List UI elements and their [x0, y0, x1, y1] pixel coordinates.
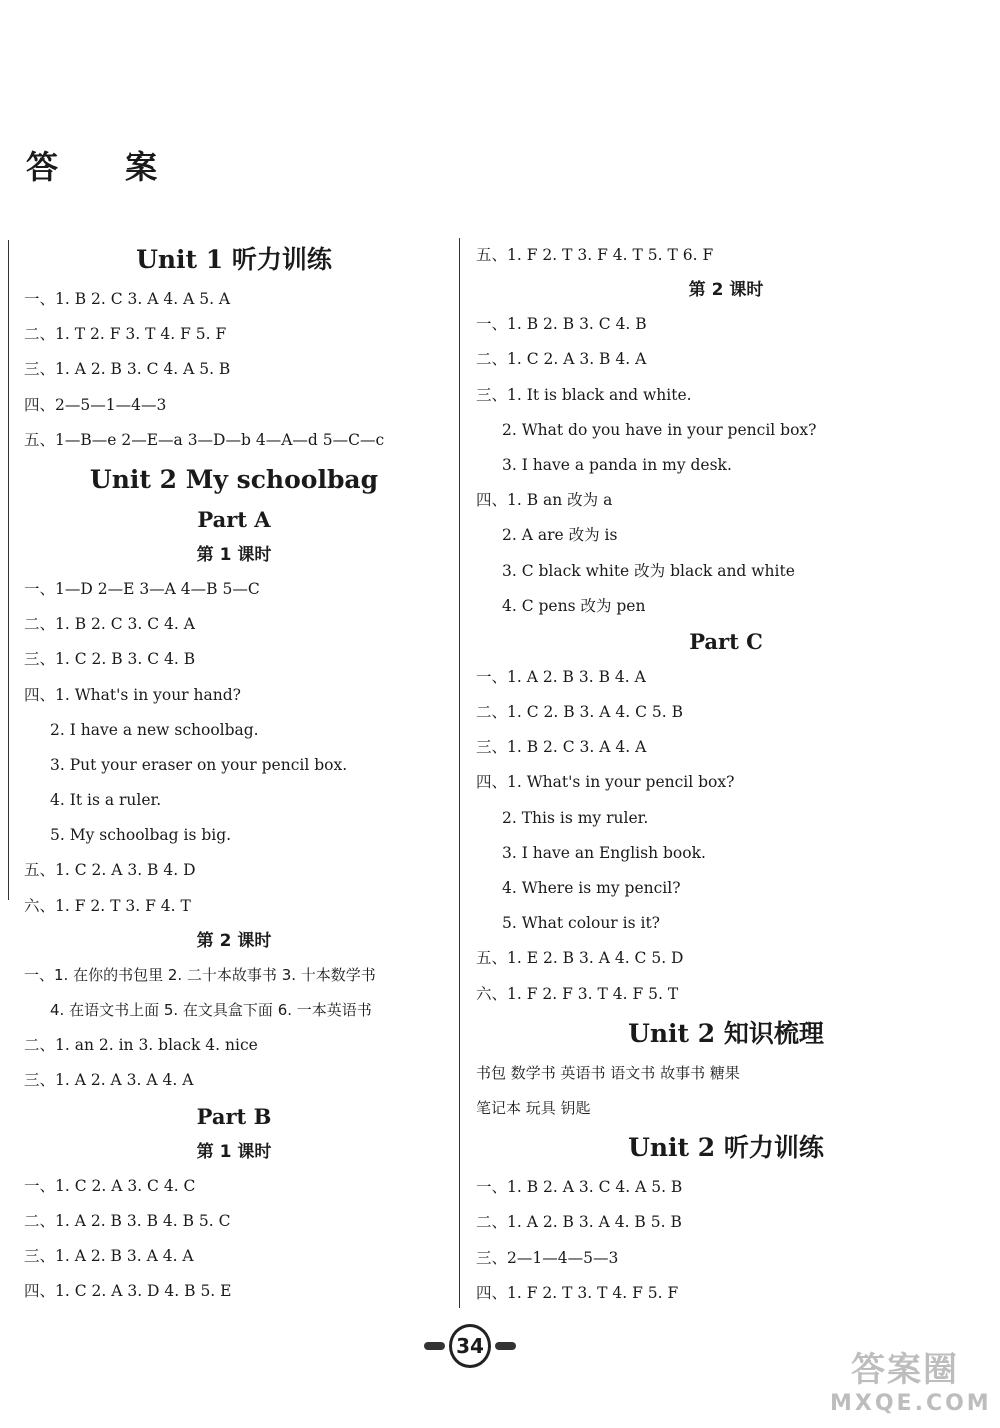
answer-line: 四、1. What's in your pencil box? [476, 773, 735, 792]
answer-line: 3. I have a panda in my desk. [502, 455, 732, 474]
answer-line: 5. My schoolbag is big. [50, 826, 232, 845]
left-margin-rule [8, 240, 9, 900]
page-number: 34 [449, 1324, 491, 1368]
lesson-heading: 第 2 课时 [688, 280, 764, 301]
answer-line: 二、1. C 2. A 3. B 4. A [476, 350, 647, 369]
answer-line: 三、1. A 2. B 3. C 4. A 5. B [24, 360, 231, 379]
answer-line: 二、1. B 2. C 3. C 4. A [24, 615, 195, 634]
left-column [24, 238, 444, 1309]
answer-line: 2. I have a new schoolbag. [50, 720, 259, 739]
part-heading: Part C [689, 628, 763, 654]
answer-line: 2. A are 改为 is [502, 526, 618, 545]
answer-line: 一、1. C 2. A 3. C 4. C [24, 1176, 196, 1195]
unit-heading: Unit 2 听力训练 [628, 1133, 824, 1163]
right-ornament [495, 1342, 516, 1350]
answer-line: 2. What do you have in your pencil box? [502, 420, 817, 439]
answer-line: 四、1. What's in your hand? [24, 685, 241, 704]
page-title: 答 案 [26, 148, 186, 186]
answer-line: 五、1—B—e 2—E—a 3—D—b 4—A—d 5—C—c [24, 430, 385, 449]
column-divider [459, 238, 460, 1308]
answer-line: 4. It is a ruler. [50, 791, 162, 810]
page-number-badge [420, 1322, 520, 1370]
answer-line: 二、1. A 2. B 3. A 4. B 5. B [476, 1213, 682, 1232]
unit-heading: Unit 2 My schoolbag [89, 464, 379, 494]
answer-line: 四、1. F 2. T 3. T 4. F 5. F [476, 1283, 679, 1302]
unit-heading: Unit 1 听力训练 [136, 245, 332, 274]
answer-line: 一、1. B 2. B 3. C 4. B [476, 315, 647, 334]
watermark [830, 1342, 992, 1416]
answer-line: 2. This is my ruler. [502, 808, 649, 827]
answer-line: 3. I have an English book. [502, 843, 706, 862]
answer-line: 二、1. C 2. B 3. A 4. C 5. B [476, 703, 683, 722]
answer-line: 五、1. C 2. A 3. B 4. D [24, 861, 196, 880]
answer-line: 三、1. It is black and white. [476, 385, 692, 404]
answer-line: 五、1. E 2. B 3. A 4. C 5. D [476, 949, 684, 968]
answer-line: 二、1. an 2. in 3. black 4. nice [24, 1036, 258, 1055]
answer-line: 书包 数学书 英语书 语文书 故事书 糖果 [476, 1063, 740, 1082]
answer-line: 三、1. C 2. B 3. C 4. B [24, 650, 196, 669]
lesson-heading: 第 1 课时 [196, 544, 272, 565]
left-ornament [424, 1342, 445, 1350]
right-column [476, 238, 976, 1311]
lesson-heading: 第 1 课时 [196, 1141, 272, 1162]
answer-line: 四、1. B an 改为 a [476, 491, 613, 510]
answer-line: 二、1. T 2. F 3. T 4. F 5. F [24, 325, 227, 344]
answer-line: 3. Put your eraser on your pencil box. [50, 755, 348, 774]
answer-line: 三、1. B 2. C 3. A 4. A [476, 738, 647, 757]
lesson-heading: 第 2 课时 [196, 930, 272, 951]
answer-line: 一、1. A 2. B 3. B 4. A [476, 667, 646, 686]
answer-line: 4. C pens 改为 pen [502, 596, 646, 615]
answer-line: 5. What colour is it? [502, 914, 660, 933]
answer-line: 二、1. A 2. B 3. B 4. B 5. C [24, 1211, 231, 1230]
answer-line: 六、1. F 2. F 3. T 4. F 5. T [476, 984, 679, 1003]
answer-line: 一、1—D 2—E 3—A 4—B 5—C [24, 579, 260, 598]
answer-line: 四、1. C 2. A 3. D 4. B 5. E [24, 1282, 232, 1301]
part-heading: Part A [197, 506, 271, 532]
answer-line: 六、1. F 2. T 3. F 4. T [24, 896, 191, 915]
answer-line: 一、1. B 2. A 3. C 4. A 5. B [476, 1178, 683, 1197]
watermark-logo-en: MXQE.COM [830, 1391, 992, 1416]
answer-line: 4. 在语文书上面 5. 在文具盒下面 6. 一本英语书 [50, 1001, 372, 1019]
part-heading: Part B [196, 1103, 272, 1129]
answer-line: 五、1. F 2. T 3. F 4. T 5. T 6. F [476, 246, 714, 264]
answer-line: 三、1. A 2. B 3. A 4. A [24, 1246, 194, 1265]
answer-line: 一、1. B 2. C 3. A 4. A 5. A [24, 290, 231, 308]
answer-line: 三、2—1—4—5—3 [476, 1248, 619, 1267]
answer-line: 四、2—5—1—4—3 [24, 395, 167, 414]
answer-line: 3. C black white 改为 black and white [502, 561, 795, 580]
watermark-logo-cn: 答案圈 [851, 1350, 959, 1390]
unit-heading: Unit 2 知识梳理 [628, 1018, 824, 1048]
answer-line: 笔记本 玩具 钥匙 [476, 1098, 591, 1117]
answer-line: 4. Where is my pencil? [502, 879, 681, 897]
answer-line: 三、1. A 2. A 3. A 4. A [24, 1071, 194, 1090]
answer-line: 一、1. 在你的书包里 2. 二十本故事书 3. 十本数学书 [24, 965, 376, 984]
